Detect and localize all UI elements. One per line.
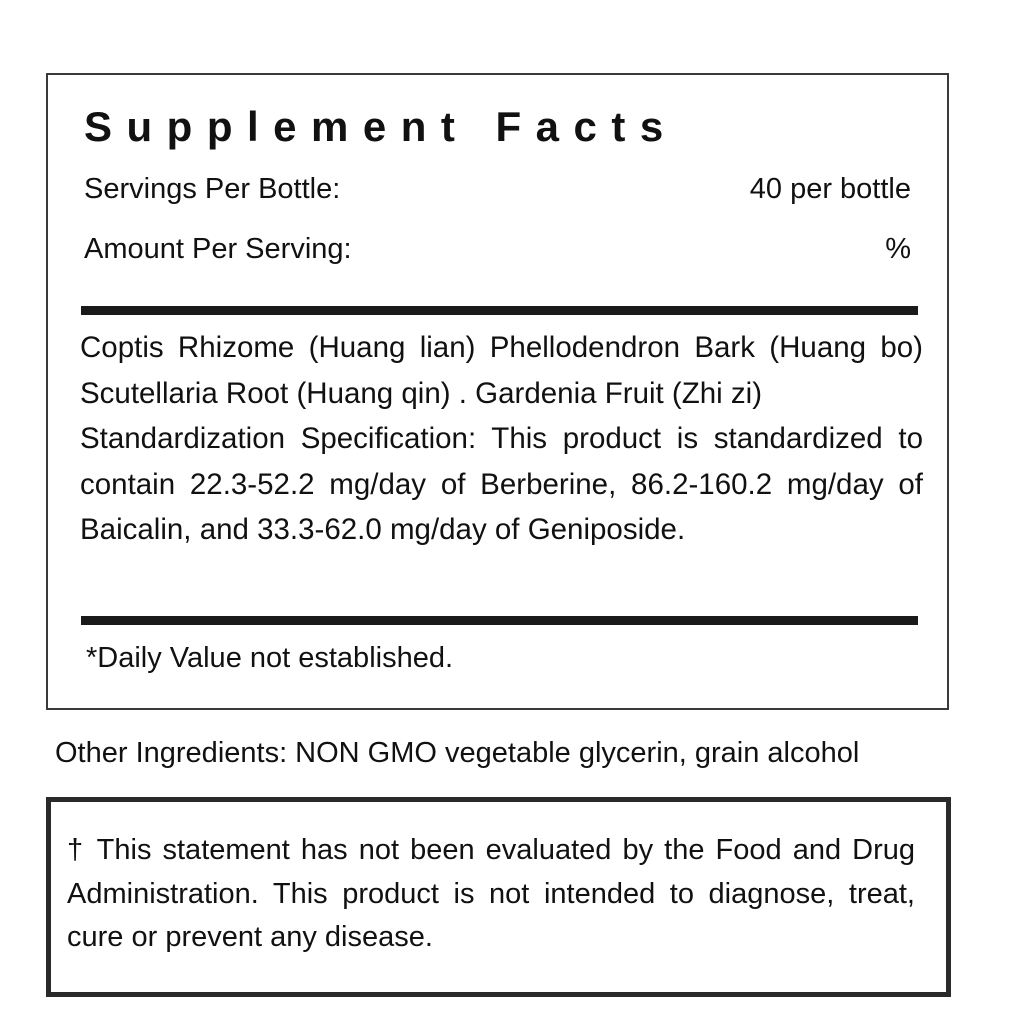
servings-row xyxy=(84,171,911,207)
ingredients-text: Coptis Rhizome (Huang lian) Phellodendron Bark (Huang bo) Scutellaria Root (Huang qin) . Gardenia Fruit (Zhi zi) Standardization Specification: This product is standardized to contain 22.3-52.2 mg/day of Berberine, 86.2-160.2 mg/day of Baicalin, and 33.3-62.0 mg/day of Geniposide. xyxy=(80,331,923,546)
amount-label: Amount Per Serving: xyxy=(84,233,352,265)
servings-value: 40 per bottle xyxy=(749,173,911,205)
fda-disclaimer-box xyxy=(46,797,951,997)
divider-rule-bottom xyxy=(81,616,918,625)
servings-label: Servings Per Bottle: xyxy=(84,173,341,205)
supplement-facts-panel xyxy=(46,73,949,710)
divider-rule-top xyxy=(81,306,918,315)
fda-disclaimer-text: † This statement has not been evaluated by the Food and Drug Administration. This product is not intended to diagnose, treat, cure or prevent any disease. xyxy=(67,834,915,953)
other-ingredients-text: Other Ingredients: NON GMO vegetable glycerin, grain alcohol xyxy=(55,737,860,769)
amount-row xyxy=(84,231,911,267)
supplement-facts-title: Supplement Facts xyxy=(84,103,678,150)
amount-value: % xyxy=(885,233,911,265)
daily-value-footnote: *Daily Value not established. xyxy=(86,642,454,674)
